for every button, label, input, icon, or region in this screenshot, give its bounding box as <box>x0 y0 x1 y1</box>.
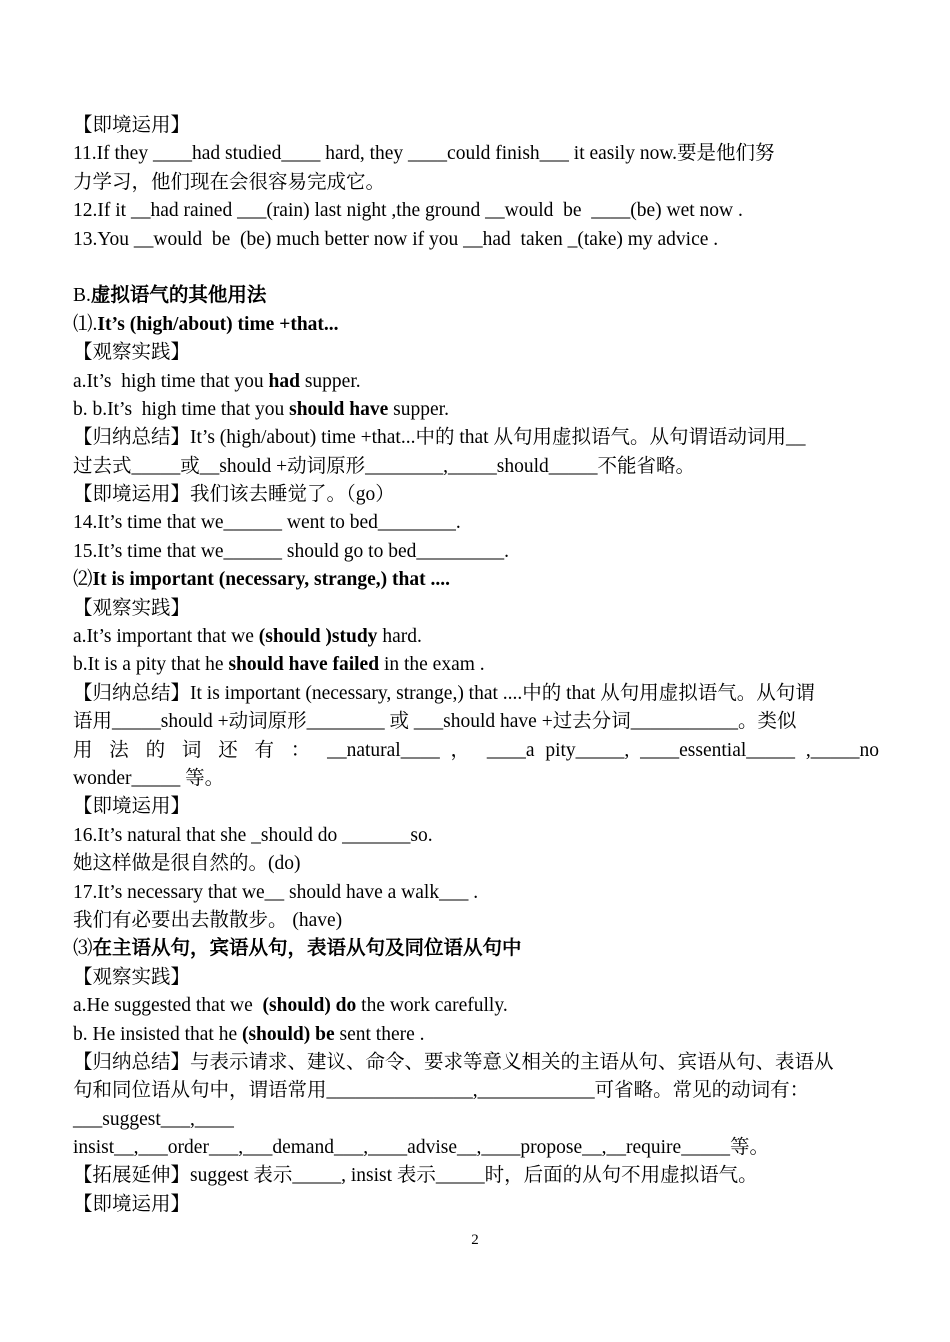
text-run: ___suggest___,____ <box>73 1108 234 1130</box>
text-run: wonder_____ 等。 <box>73 767 225 789</box>
text-run: 【拓展延伸】suggest 表示_____, insist 表示_____时，后面的从句不用虚拟语气。 <box>73 1165 758 1187</box>
text-run: 【归纳总结】It’s (high/about) time +that...中的 that 从句用虚拟语气。从句谓语动词用__ <box>73 427 806 449</box>
text-run: 【即境运用】 <box>73 115 191 136</box>
text-run: 13.You __would be (be) much better now if you __had taken _(take) my advice . <box>73 228 719 250</box>
text-run: b.It is a pity that he <box>73 654 229 676</box>
text-run: 17.It’s necessary that we__ should have a walk___ . <box>73 881 479 903</box>
text-run: 【观察实践】 <box>73 966 191 988</box>
text-line <box>73 992 879 1020</box>
text-run: insist__,___order___,___demand___,____advise__,____propose__,__require_____等。 <box>73 1137 769 1159</box>
text-run: 力学习，他们现在会很容易完成它。 <box>73 171 386 193</box>
text-run: a.It’s high time that you <box>73 370 269 392</box>
text-line <box>73 481 879 509</box>
text-run: b. b.It’s high time that you <box>73 398 290 420</box>
text-run: b. He insisted that he <box>73 1023 242 1045</box>
text-run: a.It’s important that we <box>73 626 259 648</box>
text-line <box>73 737 879 765</box>
bold-text: 在主语从句，宾语从句，表语从句及同位语从句中 <box>92 938 522 960</box>
text-line <box>73 339 879 367</box>
text-run: 11.If they ____had studied____ hard, they ____could finish___ it easily now.要是他们努 <box>73 143 775 165</box>
bold-text: (should )study <box>258 626 378 648</box>
bold-text: should have <box>289 398 389 420</box>
text-line <box>73 850 879 878</box>
text-line <box>73 623 879 651</box>
text-run: in the exam . <box>379 654 485 676</box>
text-run: B. <box>73 285 91 307</box>
text-run: 【观察实践】 <box>73 342 191 364</box>
text-run: supper. <box>299 370 361 392</box>
text-line <box>73 197 879 225</box>
text-line <box>73 282 879 310</box>
text-line <box>73 1191 879 1219</box>
bold-text: should have failed <box>228 654 380 676</box>
text-run: 【归纳总结】与表示请求、建议、命令、要求等意义相关的主语从句、宾语从句、表语从 <box>73 1051 834 1073</box>
text-line <box>73 509 879 537</box>
text-line <box>73 1049 879 1077</box>
document-body <box>73 112 879 1219</box>
text-run: 她这样做是很自然的。(do) <box>73 853 301 875</box>
text-line <box>73 907 879 935</box>
text-run: 【即境运用】我们该去睡觉了。（go） <box>73 484 395 506</box>
bold-text: It’s (high/about) time +that... <box>97 313 339 335</box>
text-line <box>73 595 879 623</box>
text-line <box>73 822 879 850</box>
text-run: sent there . <box>334 1023 425 1045</box>
text-run: 【即境运用】 <box>73 1193 191 1215</box>
text-run: 过去式_____或__should +动词原形________,_____should_____不能省略。 <box>73 455 696 477</box>
text-line <box>73 140 879 168</box>
text-run: 【观察实践】 <box>73 597 191 619</box>
text-run: hard. <box>377 626 422 648</box>
text-line <box>73 793 879 821</box>
text-line <box>73 424 879 452</box>
text-line <box>73 708 879 736</box>
bold-text: (should) do <box>262 995 357 1017</box>
bold-text: 虚拟语气的其他用法 <box>90 285 267 307</box>
text-line <box>73 1162 879 1190</box>
text-run: ⑴. <box>73 313 98 335</box>
text-line <box>73 680 879 708</box>
text-line <box>73 566 879 594</box>
bold-text: (should) be <box>241 1023 335 1045</box>
text-run: a.He suggested that we <box>73 995 263 1017</box>
text-run: 我们有必要出去散散步。 (have) <box>73 909 343 931</box>
text-run: 【即境运用】 <box>73 796 191 818</box>
text-run: ⑵ <box>73 569 93 591</box>
text-line <box>73 1021 879 1049</box>
text-run: 14.It’s time that we______ went to bed________. <box>73 512 461 534</box>
text-line <box>73 396 879 424</box>
text-run: the work carefully. <box>356 995 508 1017</box>
text-line <box>73 112 879 140</box>
text-line <box>73 368 879 396</box>
text-line <box>73 1077 879 1105</box>
page-number: 2 <box>471 1232 479 1248</box>
text-line <box>73 879 879 907</box>
text-line <box>73 935 879 963</box>
text-line <box>73 226 879 254</box>
text-line <box>73 169 879 197</box>
text-line <box>73 964 879 992</box>
text-run: supper. <box>388 398 449 420</box>
bold-text: It is important (necessary, strange,) that .... <box>92 569 450 591</box>
text-line <box>73 651 879 679</box>
text-run: 语用_____should +动词原形________ 或 ___should have +过去分词___________。类似 <box>73 711 797 733</box>
text-line <box>73 1134 879 1162</box>
bold-text: had <box>268 370 300 392</box>
text-line <box>73 1106 879 1134</box>
text-line <box>73 765 879 793</box>
text-line <box>73 538 879 566</box>
text-run: 【归纳总结】It is important (necessary, strange,) that ....中的 that 从句用虚拟语气。从句谓 <box>73 682 815 704</box>
blank-line <box>73 254 879 282</box>
text-run: 句和同位语从句中，谓语常用_______________,____________可省略。常见的动词有： <box>73 1080 810 1102</box>
text-line <box>73 311 879 339</box>
text-run: 用 法 的 词 还 有 ： __natural____ ， ____a pity_____, ____essential_____ ,_____no <box>73 739 879 761</box>
text-run: 12.If it __had rained ___(rain) last night ,the ground __would be ____(be) wet now . <box>73 200 743 222</box>
text-line <box>73 453 879 481</box>
text-run: 16.It’s natural that she _should do _______so. <box>73 824 433 846</box>
text-run: 15.It’s time that we______ should go to bed_________. <box>73 540 510 562</box>
text-run: ⑶ <box>73 938 93 960</box>
